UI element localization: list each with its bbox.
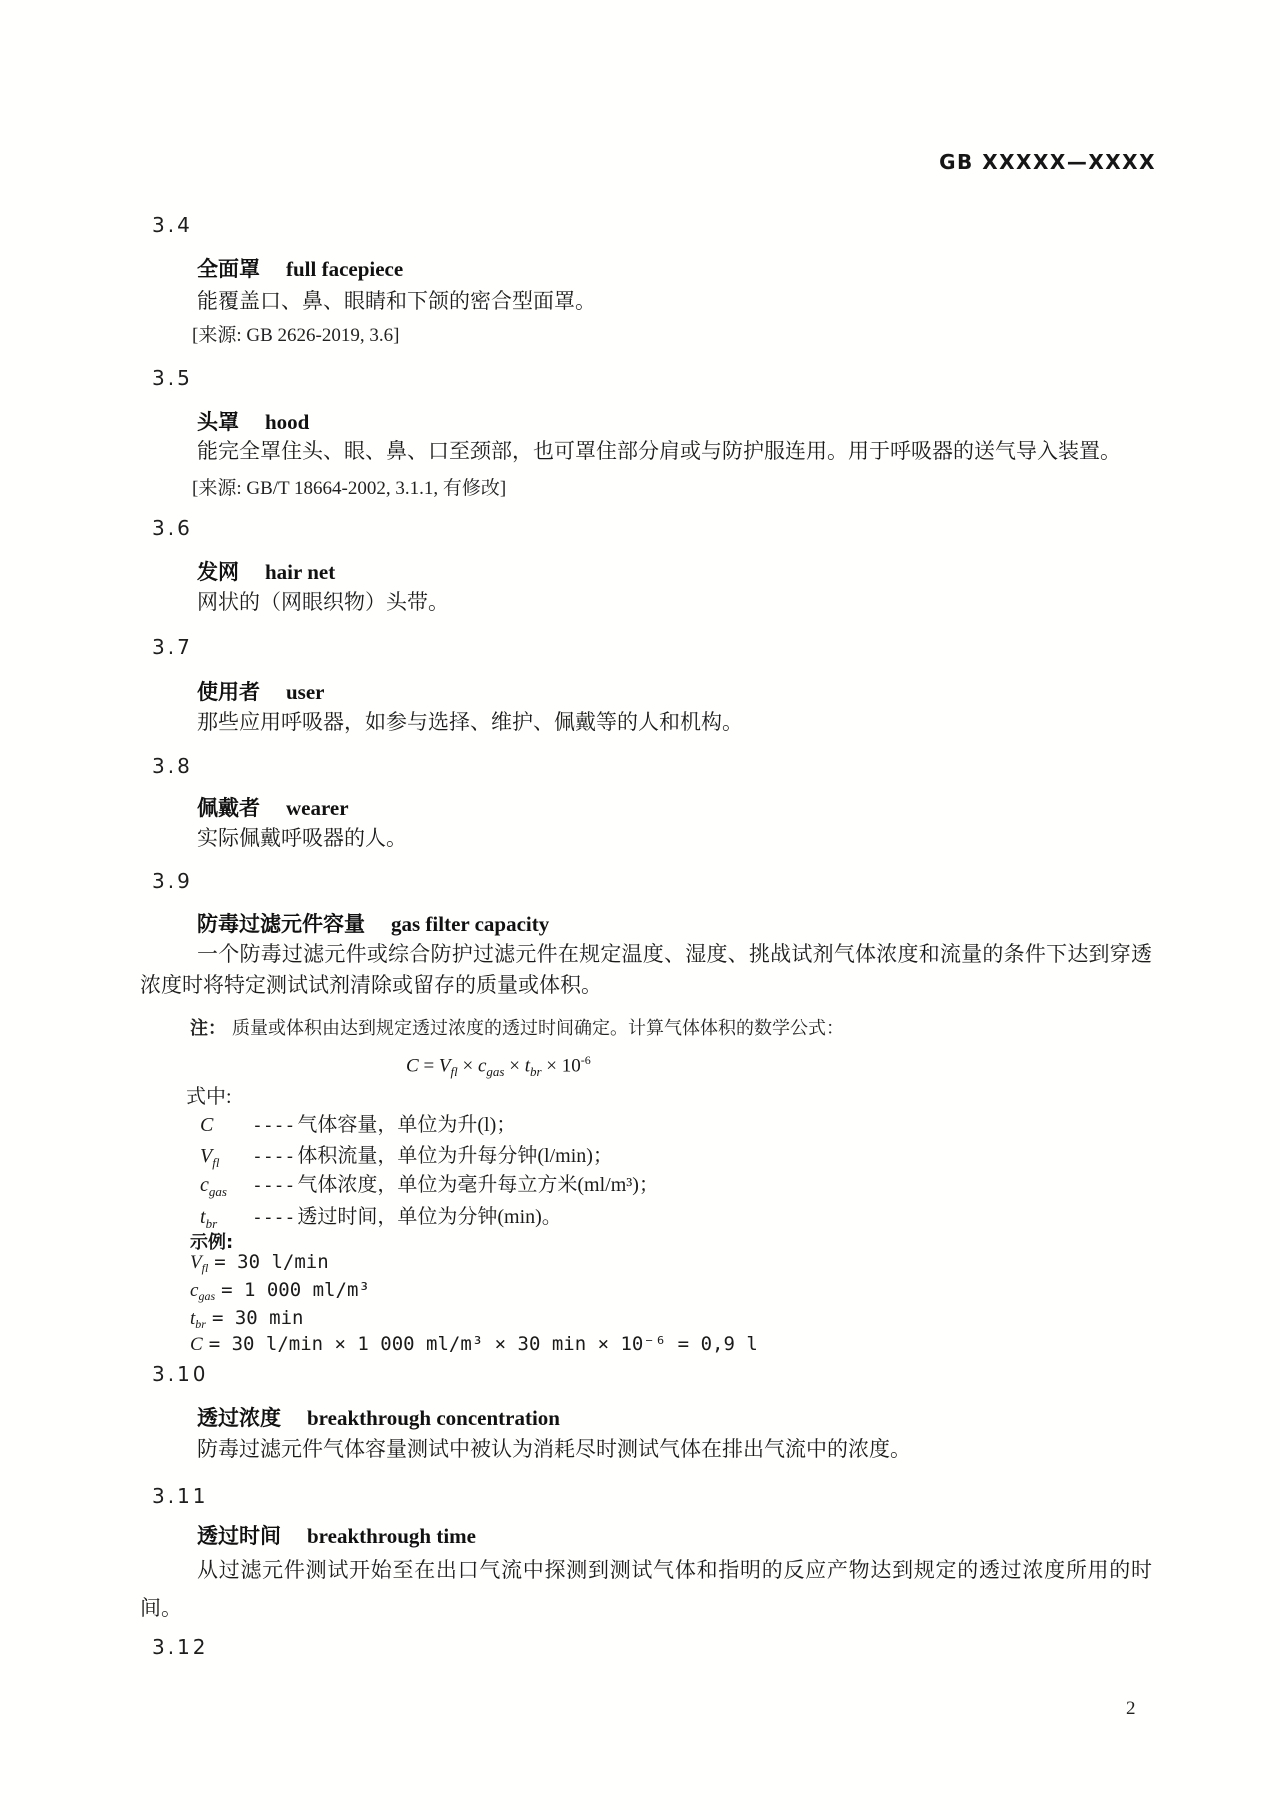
section-number-3-10: 3.10 (152, 1362, 209, 1386)
where-label: 式中: (186, 1086, 232, 1108)
section-number-3-5: 3.5 (152, 366, 193, 390)
where-item-tbr (200, 1200, 562, 1232)
section-number-3-12: 3.12 (152, 1635, 209, 1659)
section-number-3-9: 3.9 (152, 869, 193, 893)
term-zh: 发网 (197, 560, 239, 584)
term-line (197, 676, 325, 706)
where-item-Vfl (200, 1139, 613, 1171)
term-line (197, 1520, 476, 1550)
example-line-C-result (190, 1333, 758, 1358)
page-number: 2 (1126, 1698, 1136, 1719)
term-en: full facepiece (286, 257, 404, 281)
definition-text: 那些应用呼吸器，如参与选择、维护、佩戴等的人和机构。 (197, 710, 743, 734)
formula-var-V: V (438, 1055, 451, 1077)
definition-text: 能完全罩住头、眼、鼻、口至颈部，也可罩住部分肩或与防护服连用。用于呼吸器的送气导入装置。 (197, 439, 1121, 463)
term-line (197, 908, 549, 938)
symbol-letter: t (200, 1206, 206, 1228)
example-line-Vfl (190, 1251, 329, 1276)
example-value: = 30 l/min × 1 000 ml/m³ × 30 min × 10⁻⁶ = 0,9 l (208, 1333, 758, 1355)
section-number-3-11: 3.11 (152, 1484, 209, 1508)
symbol-description: 透过时间，单位为分钟(min)。 (297, 1206, 562, 1228)
definition-text: 从过滤元件测试开始至在出口气流中探测到测试气体和指明的反应产物达到规定的透过浓度所用的时间。 (140, 1558, 1152, 1620)
formula-sub-fl: fl (450, 1064, 458, 1080)
dash-leader: ---- (252, 1146, 296, 1167)
symbol-letter: t (190, 1308, 196, 1329)
doc-code-header: GB XXXXX—XXXX (939, 150, 1156, 174)
example-value: = 1 000 ml/m³ (221, 1279, 370, 1301)
dash-leader: ---- (252, 1175, 296, 1196)
symbol-subscript: gas (208, 1184, 227, 1199)
formula-var-C: C (406, 1055, 419, 1077)
symbol-subscript: gas (198, 1289, 216, 1304)
example-line-cgas (190, 1279, 370, 1304)
term-en: breakthrough concentration (307, 1406, 560, 1430)
symbol-description: 气体浓度，单位为毫升每立方米(ml/m³)； (297, 1174, 659, 1196)
symbol-subscript: fl (212, 1155, 220, 1170)
term-en: gas filter capacity (391, 912, 550, 936)
term-line (197, 406, 309, 436)
term-en: hair net (265, 560, 336, 584)
symbol-subscript: fl (201, 1261, 209, 1276)
where-item-C (200, 1108, 516, 1140)
example-label: 示例: (190, 1232, 234, 1253)
term-zh: 透过时间 (197, 1524, 281, 1548)
formula-exponent: -6 (580, 1053, 591, 1067)
multiply-sign: × (504, 1055, 525, 1077)
section-number-3-7: 3.7 (152, 635, 193, 659)
formula-sub-gas: gas (486, 1064, 505, 1080)
symbol-description: 体积流量，单位为升每分钟(l/min)； (297, 1145, 613, 1167)
where-item-cgas (200, 1168, 659, 1200)
term-line (197, 253, 403, 283)
note-text: 质量或体积由达到规定透过浓度的透过时间确定。计算气体体积的数学公式： (232, 1018, 844, 1038)
symbol-description: 气体容量，单位为升(l)； (297, 1114, 517, 1136)
formula-base-ten: 10 (561, 1055, 581, 1077)
source-reference: [来源: GB 2626-2019, 3.6] (192, 325, 400, 346)
section-number-3-8: 3.8 (152, 754, 193, 778)
term-zh: 透过浓度 (197, 1406, 281, 1430)
term-line (197, 792, 349, 822)
symbol-letter: V (200, 1145, 213, 1167)
dash-leader: ---- (252, 1115, 296, 1136)
section-number-3-6: 3.6 (152, 516, 193, 540)
gas-volume-formula (406, 1053, 591, 1080)
symbol-letter: C (190, 1334, 203, 1355)
term-zh: 使用者 (197, 680, 260, 704)
term-line (197, 556, 335, 586)
term-zh: 防毒过滤元件容量 (197, 912, 365, 936)
formula-sub-br: br (529, 1064, 542, 1080)
multiply-sign: × (541, 1055, 562, 1077)
term-en: hood (265, 410, 310, 434)
equals-sign: = (418, 1055, 439, 1077)
note-label: 注： (190, 1018, 226, 1039)
multiply-sign: × (457, 1055, 478, 1077)
example-value: = 30 l/min (214, 1251, 329, 1273)
formula-var-c: c (477, 1055, 487, 1077)
symbol-letter: V (190, 1252, 202, 1273)
symbol (200, 1114, 252, 1140)
term-line (197, 1402, 560, 1432)
definition-text: 防毒过滤元件气体容量测试中被认为消耗尽时测试气体在排出气流中的浓度。 (197, 1437, 911, 1461)
symbol (200, 1174, 252, 1200)
term-en: user (286, 680, 325, 704)
symbol-subscript: br (195, 1317, 206, 1332)
term-zh: 佩戴者 (197, 796, 260, 820)
symbol-letter: c (200, 1174, 209, 1196)
section-number-3-4: 3.4 (152, 213, 193, 237)
note-line (190, 1014, 1150, 1040)
term-en: wearer (286, 796, 349, 820)
definition-text: 一个防毒过滤元件或综合防护过滤元件在规定温度、湿度、挑战试剂气体浓度和流量的条件下达到穿透浓度时将特定测试试剂清除或留存的质量或体积。 (140, 942, 1152, 997)
definition-text: 能覆盖口、鼻、眼睛和下颌的密合型面罩。 (197, 289, 596, 313)
symbol-letter: C (200, 1114, 214, 1136)
term-zh: 全面罩 (197, 257, 260, 281)
example-line-tbr (190, 1307, 303, 1332)
symbol-subscript: br (205, 1216, 218, 1231)
example-value: = 30 min (211, 1307, 304, 1329)
definition-text: 网状的（网眼织物）头带。 (197, 590, 449, 614)
source-reference: [来源: GB/T 18664-2002, 3.1.1, 有修改] (192, 478, 507, 499)
dash-leader: ---- (252, 1207, 296, 1228)
symbol-letter: c (190, 1280, 199, 1301)
term-zh: 头罩 (197, 410, 239, 434)
formula-var-t: t (524, 1055, 530, 1077)
term-en: breakthrough time (307, 1524, 476, 1548)
definition-text: 实际佩戴呼吸器的人。 (197, 826, 407, 850)
